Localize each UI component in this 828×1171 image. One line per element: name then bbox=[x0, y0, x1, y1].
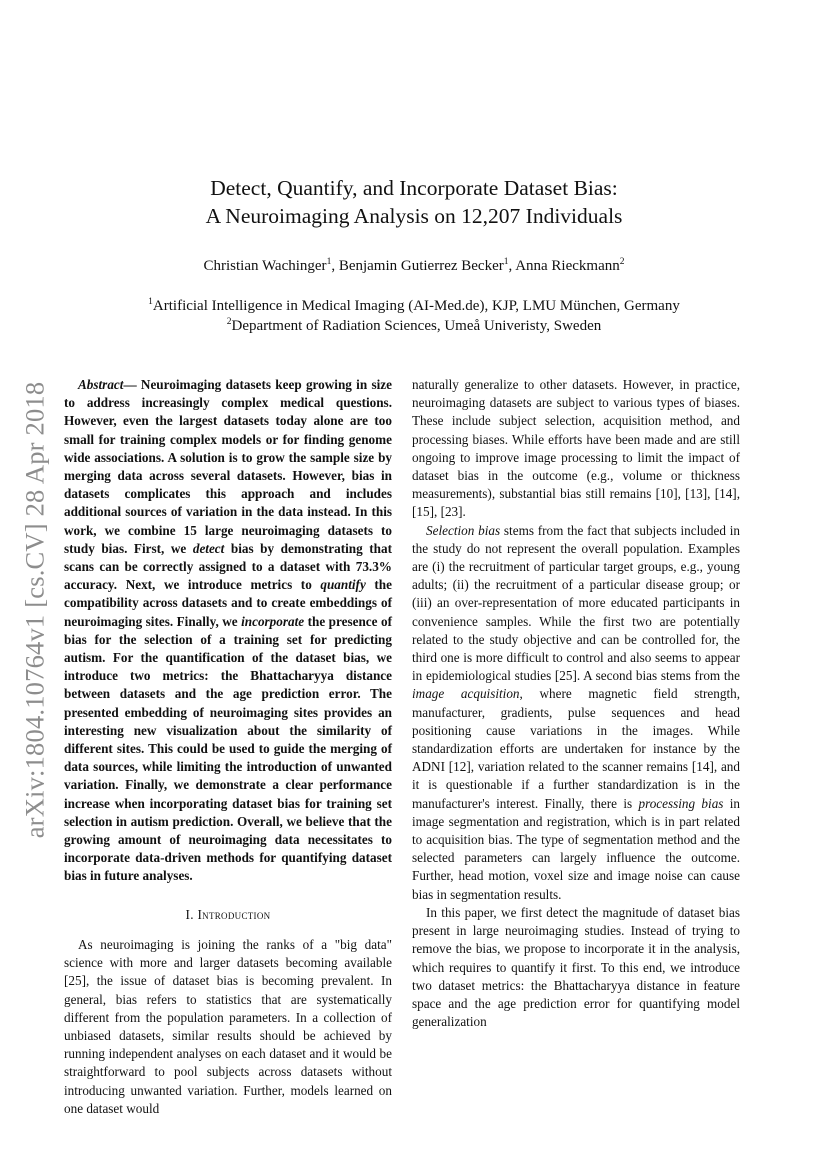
affiliation-text: Artificial Intelligence in Medical Imaging (AI-Med.de), KJP, LMU München, Germany bbox=[152, 298, 680, 314]
abstract-emphasis-quantify: quantify bbox=[320, 577, 366, 593]
affiliation-line bbox=[0, 296, 828, 316]
abstract-text-1: — Neuroimaging datasets keep growing in size to address increasingly complex medical questions. However, even the largest datasets today alone are too small for training complex models or for finding genome wide associations. A solution is to grow the sample size by merging data across several datasets. However, bias in datasets complicates this approach and includes additional sources of variation in the data instead. In this work, we combine 15 large neuroimaging datasets to study bias. First, we bbox=[64, 377, 392, 556]
section-numeral: I. bbox=[185, 906, 194, 922]
arxiv-id-text: arXiv:1804.10764v1 [cs.CV] 28 Apr 2018 bbox=[19, 381, 50, 839]
abstract-emphasis-incorporate: incorporate bbox=[241, 613, 305, 629]
arxiv-identifier-stamp bbox=[20, 360, 50, 860]
abstract-paragraph bbox=[64, 376, 392, 886]
author-affiliation-mark: 1 bbox=[503, 257, 509, 267]
emphasis-processing-bias: processing bias bbox=[638, 795, 724, 811]
body-paragraph-continued: naturally generalize to other datasets. However, in practice, neuroimaging datasets are subject to various types of biases. These include subject selection, acquisition method, and processing biases. While efforts have been made and are still ongoing to improve image processing to limit the impact of dataset bias in the outcome (e.g., volume or thickness measurements), substantial bias still remains [10], [13], [14], [15], [23]. bbox=[412, 377, 740, 520]
right-column bbox=[412, 376, 740, 1031]
affiliation-line bbox=[0, 316, 828, 336]
title-line-1: Detect, Quantify, and Incorporate Dataset Bias: bbox=[210, 176, 618, 200]
author-list bbox=[0, 256, 828, 276]
body-paragraph-contribution: In this paper, we first detect the magnitude of dataset bias present in large neuroimaging studies. Instead of trying to remove the bias, we propose to incorporate it in the analysis, which requires to quantify it first. To this end, we introduce two dataset metrics: the Bhattacharyya distance in feature space and the age prediction error for quantifying model generalization bbox=[412, 904, 740, 1030]
affiliation-text: Department of Radiation Sciences, Umeå Univeristy, Sweden bbox=[231, 318, 602, 334]
bias-text-1: stems from the fact that subjects included in the study do not represent the overall population. Examples are (i) the recruitment of particular target groups, e.g., young adults; (ii) the recruitment of a particular disease group; or (iii) an over-representation of more educated participants in convenience samples. While the first two are potentially related to the study objective and can be controlled for, the third one is more difficult to control and also seems to appear in epidemiological studies [25]. A second bias stems from the bbox=[412, 522, 740, 684]
author-separator: , bbox=[331, 258, 339, 274]
abstract-text-2: bias by demonstrating that scans can be correctly assigned to a dataset with 73.3% accuracy. Next, we introduce metrics to bbox=[64, 540, 393, 593]
abstract-text-4: the presence of bias for the selection of a training set for predicting autism. For the quantification of the dataset bias, we introduce two metrics: the Bhattacharyya distance between datasets and the age prediction error. The presented embedding of neuroimaging sites provides an interesting new visualization about the similarity of different sites. This could be used to guide the merging of data sources, while limiting the introduction of unwanted variation. Finally, we demonstrate a clear performance increase when incorporating dataset bias for training set selection in autism prediction. Overall, we believe that the growing amount of neuroimaging data necessitates to incorporate data-driven methods for quantifying dataset bias in future analyses. bbox=[64, 613, 392, 884]
author-name: Benjamin Gutierrez Becker bbox=[338, 258, 504, 274]
affiliation-mark: 1 bbox=[148, 297, 153, 307]
author-separator: , bbox=[508, 258, 516, 274]
section-title: Introduction bbox=[197, 906, 271, 922]
affiliation-list bbox=[0, 296, 828, 336]
emphasis-image-acquisition: image acquisition bbox=[412, 686, 520, 702]
author-name: Anna Rieckmann bbox=[515, 258, 620, 274]
title-line-2: A Neuroimaging Analysis on 12,207 Individuals bbox=[205, 204, 623, 228]
section-heading-introduction bbox=[64, 906, 392, 924]
bias-text-3: in image segmentation and registration, which is in part related to acquisition bias. The type of segmentation method and the selected parameters can largely influence the outcome. Further, head motion, voxel size and image noise can cause bias in segmentation results. bbox=[412, 795, 740, 902]
left-column bbox=[64, 376, 392, 1118]
abstract-label: Abstract bbox=[78, 377, 124, 392]
abstract-emphasis-detect: detect bbox=[192, 540, 225, 556]
intro-paragraph-1: As neuroimaging is joining the ranks of a "big data" science with more and larger datasets becoming available [25], the issue of dataset bias is becoming prevalent. In general, bias refers to statistics that are systematically different from the population parameters. In a collection of unbiased datasets, similar results should be achieved by running independent analyses on each dataset and it would be straightforward to pool subjects across datasets without introducing unwanted variation. Further, models learned on one dataset would bbox=[64, 936, 392, 1116]
author-name: Christian Wachinger bbox=[203, 258, 327, 274]
affiliation-mark: 2 bbox=[226, 317, 232, 327]
emphasis-selection-bias: Selection bias bbox=[426, 522, 501, 538]
body-paragraph-bias-types bbox=[412, 522, 740, 904]
author-affiliation-mark: 1 bbox=[326, 257, 332, 267]
paper-title bbox=[0, 174, 828, 230]
abstract-text-3: the compatibility across datasets and to create embeddings of neuroimaging sites. Finally, we bbox=[64, 577, 392, 629]
bias-text-2: , where magnetic field strength, manufacturer, gradients, pulse sequences and head positioning cause variations in the images. While standardization efforts are undertaken for instance by the ADNI [12], variation related to the scanner remains [14], and it is questionable if a further standardization is in the manufacturer's interest. Finally, there is bbox=[412, 686, 740, 811]
author-affiliation-mark: 2 bbox=[619, 257, 625, 267]
